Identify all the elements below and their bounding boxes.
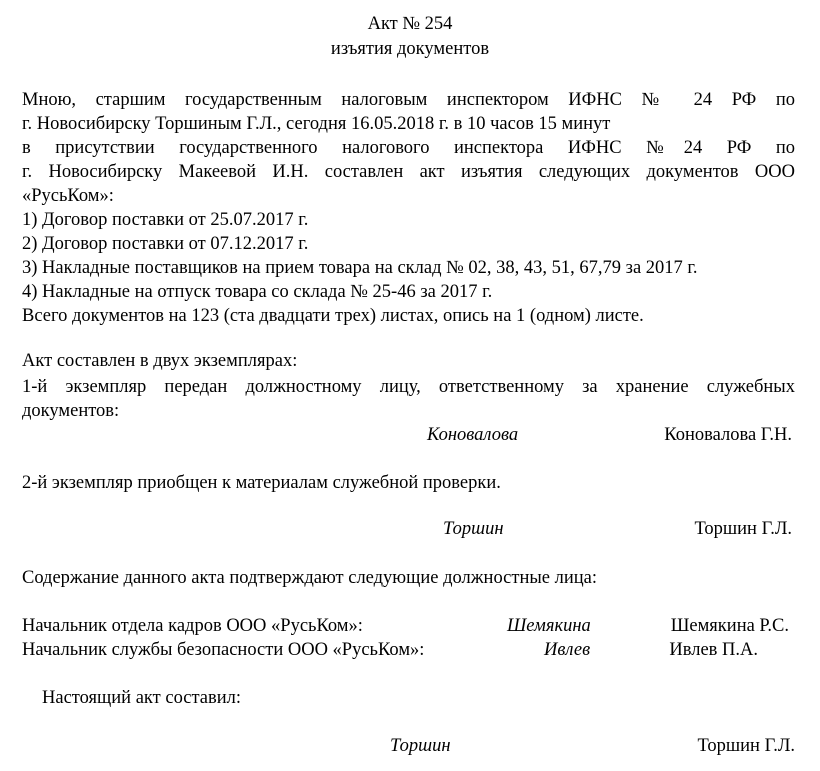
list-item: 4) Накладные на отпуск товара со склада № 25-46 за 2017 г.	[22, 282, 493, 302]
official-signature: Шемякина	[507, 616, 591, 636]
first-copy-line-1: 1-й экземпляр передан должностному лицу, ответственному за хранение служебных	[22, 377, 795, 397]
intro-line-5: «РусьКом»:	[22, 186, 114, 206]
official-name: Ивлев П.А.	[669, 640, 758, 660]
second-copy-name: Торшин Г.Л.	[694, 519, 792, 539]
document-subtitle: изъятия документов	[330, 39, 490, 59]
second-copy-line: 2-й экземпляр приобщен к материалам служебной проверки.	[22, 473, 501, 493]
list-item: 3) Накладные поставщиков на прием товара на склад № 02, 38, 43, 51, 67,79 за 2017 г.	[22, 258, 698, 278]
first-copy-line-2: документов:	[22, 401, 120, 421]
confirm-heading: Содержание данного акта подтверждают следующие должностные лица:	[22, 568, 597, 588]
first-copy-name: Коновалова Г.Н.	[664, 425, 792, 445]
official-position: Начальник отдела кадров ООО «РусьКом»:	[22, 616, 363, 636]
intro-line-3: в присутствии государственного налогового инспектора ИФНС №24 РФ по	[22, 138, 795, 158]
composer-name: Торшин Г.Л.	[697, 736, 795, 756]
composer-label: Настоящий акт составил:	[42, 688, 242, 708]
copies-heading: Акт составлен в двух экземплярах:	[22, 351, 298, 371]
official-position: Начальник службы безопасности ООО «РусьКом»:	[22, 640, 425, 660]
intro-line-1: Мною, старшим государственным налоговым инспектором ИФНС № 24 РФ по	[22, 90, 795, 110]
official-signature: Ивлев	[544, 640, 591, 660]
document-title: Акт № 254	[367, 14, 453, 34]
second-copy-signature: Торшин	[443, 519, 504, 539]
intro-line-4: г. Новосибирску Макеевой И.Н. составлен акт изъятия следующих документов ООО	[22, 162, 795, 182]
list-item: 2) Договор поставки от 07.12.2017 г.	[22, 234, 309, 254]
first-copy-signature: Коновалова	[427, 425, 519, 445]
official-name: Шемякина Р.С.	[670, 616, 789, 636]
list-item: 1) Договор поставки от 25.07.2017 г.	[22, 210, 309, 230]
intro-line-2: г. Новосибирску Торшиным Г.Л., сегодня 16.05.2018 г. в 10 часов 15 минут	[22, 114, 611, 134]
total-line: Всего документов на 123 (ста двадцати трех) листах, опись на 1 (одном) листе.	[22, 306, 644, 326]
composer-signature: Торшин	[390, 736, 451, 756]
